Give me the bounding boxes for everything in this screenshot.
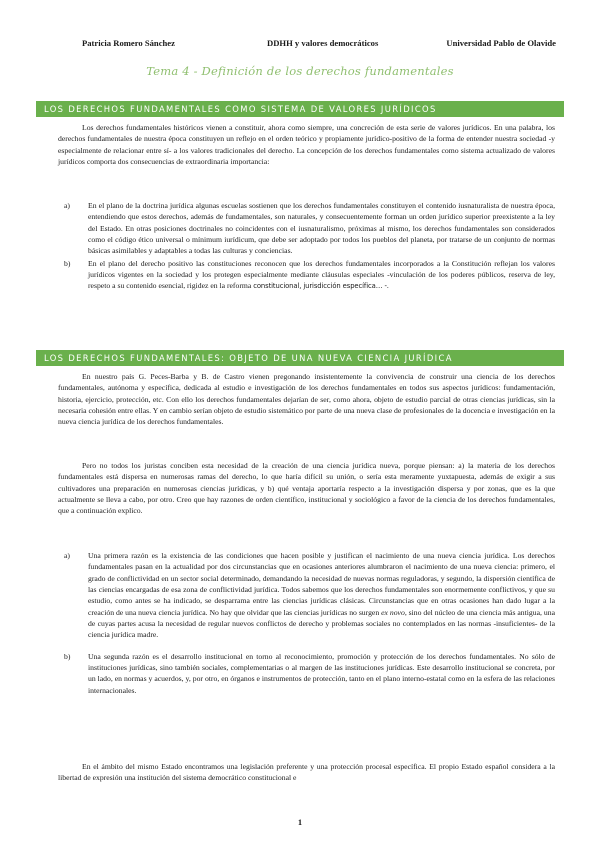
section1-list <box>58 200 555 293</box>
section2-list <box>58 550 555 696</box>
list-item <box>58 550 555 641</box>
section-heading-1: LOS DERECHOS FUNDAMENTALES COMO SISTEMA DE VALORES JURÍDICOS <box>36 101 564 117</box>
paragraph: En nuestro país G. Peces-Barba y B. de Castro vienen pregonando insistentemente la convivencia de construir una ciencia de los derechos fundamentales, autónoma y específica, dedicada al estudio e investigación de los derechos fundamentales en todos sus aspectos jurídicos: fundamentación, historia, ejercicio, protección, etc. Con ello los derechos fundamentales dejarían de ser, como ahora, objeto de estudio parcial de otras ciencias jurídicas, sin la necesaria cohesión entre ellas. Y en cambio serían objeto de estudio sistemático por parte de una nueva clase de profesionales de la docencia e investigación en la nueva ciencia jurídica de los derechos fundamentales. <box>58 372 555 427</box>
header-course: DDHH y valores democráticos <box>267 38 379 48</box>
list-marker: b) <box>64 651 71 661</box>
document-title: Tema 4 - Definición de los derechos fundamentales <box>146 64 454 78</box>
paragraph: En el ámbito del mismo Estado encontramos una legislación preferente y una protección procesal específica. El propio Estado español considera a la libertad de expresión una institución del sistema democrático constitucional e <box>58 762 555 783</box>
list-item-text-tail: constitucional, jurisdicción específica… -. <box>253 282 389 291</box>
list-item-text: Una primera razón es la existencia de las condiciones que hacen posible y justifican el nacimiento de una nueva ciencia jurídica. Los derechos fundamentales pasan en la actualidad por dos circunstancias que en ocasiones anteriores alumbraron el nacimiento de una nueva ciencia: primero, el grado de conflictividad en un sector social determinado, demandando la necesidad de nuevas normas reguladoras, y segundo, la dispersión científica de las ciencias encargadas de esa zona de conflictividad jurídica. Todos sabemos que los derechos fundamentales son enormemente conflictivos, y que su estudio, como antes se ha indicado, se desparrama entre las ciencias jurídicas clásicas. Circunstancias que en otras ocasiones han dado lugar a la creación de una nueva ciencia jurídica. No hay que olvidar que las ciencias jurídicas no surgen <box>88 551 555 617</box>
list-item <box>58 258 555 293</box>
list-item-text: Una segunda razón es el desarrollo institucional en torno al reconocimiento, promoción y protección de los derechos fundamentales. No sólo de instituciones jurídicas, sino también sociales, complementarias o al margen de las instituciones jurídicas. Este desarrollo institucional se concreta, por un lado, en normas y acuerdos, y, por otro, en órganos e instrumentos de protección, tanto en el plano interno-estatal como en la esfera de las relaciones internacionales. <box>88 651 555 695</box>
list-item-text: En el plano de la doctrina jurídica algunas escuelas sostienen que los derechos fundamentales constituyen el contenido iusnaturalista de nuestra época, entendiendo que estos derechos, además de fundamentales, son naturales, y consecuentemente forman un orden jurídico superior preexistente a la ley del Estado. En otras posiciones doctrinales no coincidentes con el iusnaturalismo, próximas al mismo, los derechos fundamentales son considerados como el código ético universal o mínimum iurídicum, que debe ser adoptado por todos los pueblos del planeta, por tratarse de un conjunto de normas básicas asimilables y adaptables a todas las culturas y conciencias. <box>88 201 555 256</box>
italic-term: ex novo <box>381 607 405 617</box>
paragraph: Pero no todos los juristas conciben esta necesidad de la creación de una ciencia jurídica nueva, porque piensan: a) la materia de los derechos fundamentales está dispersa en numerosas ramas del derecho, lo que haría difícil su unión, o sería esta meramente yuxtapuesta, además de exigir a sus cultivadores una preparación en numerosas ciencias jurídicas, y b) qué ventaja aportaría respecto a la investigación dispersa y por zonas, que es la que actualmente se lleva a cabo, por otro. Creo que hay razones de orden científico, institucional y sociológico a favor de la ciencia de los derechos fundamentales, que a continuación explico. <box>58 461 555 516</box>
paragraph: Los derechos fundamentales históricos vienen a constituir, ahora como siempre, una concreción de esta serie de valores jurídicos. En una palabra, los derechos fundamentales de nuestra época constituyen un reflejo en el orden teórico y propiamente jurídico-positivo de la forma de entender nuestra sociedad -y especialmente de relacionar entre sí- a los valores tradicionales del derecho. La concepción de los derechos fundamentales como sistema actualizado de valores jurídicos comporta dos consecuencias de extraordinaria importancia: <box>58 123 555 167</box>
list-marker: b) <box>64 258 71 268</box>
list-item-text-continued: , sino del núcleo de una ciencia más antigua, una de cuyas partes acusa la necesidad de regular nuevos conflictos de derecho y problemas sociales no contemplados en las normas -insuficientes- de la ciencia jurídica madre. <box>88 607 555 640</box>
page-header <box>82 38 556 48</box>
list-marker: a) <box>64 551 70 560</box>
section1-intro <box>58 122 555 167</box>
list-item-text: En el plano del derecho positivo las constituciones reconocen que los derechos fundamentales incorporados a la Constitución reflejan los valores jurídicos vigentes en la sociedad y los protegen especialmente mediante cláusulas especiales -vinculación de los poderes públicos, reserva de ley, respeto a su contenido esencial, rigidez en la reforma <box>88 258 555 291</box>
list-marker: a) <box>64 201 70 210</box>
section-heading-2: LOS DERECHOS FUNDAMENTALES: OBJETO DE UNA NUEVA CIENCIA JURÍDICA <box>36 350 564 366</box>
list-item <box>58 651 555 696</box>
header-author: Patricia Romero Sánchez <box>82 38 175 48</box>
page-number: 1 <box>297 817 303 827</box>
section2-paragraph-2 <box>58 460 555 517</box>
section2-paragraph-3 <box>58 761 555 784</box>
section2-paragraph-1 <box>58 371 555 428</box>
list-item <box>58 200 555 257</box>
header-university: Universidad Pablo de Olavide <box>446 38 556 48</box>
